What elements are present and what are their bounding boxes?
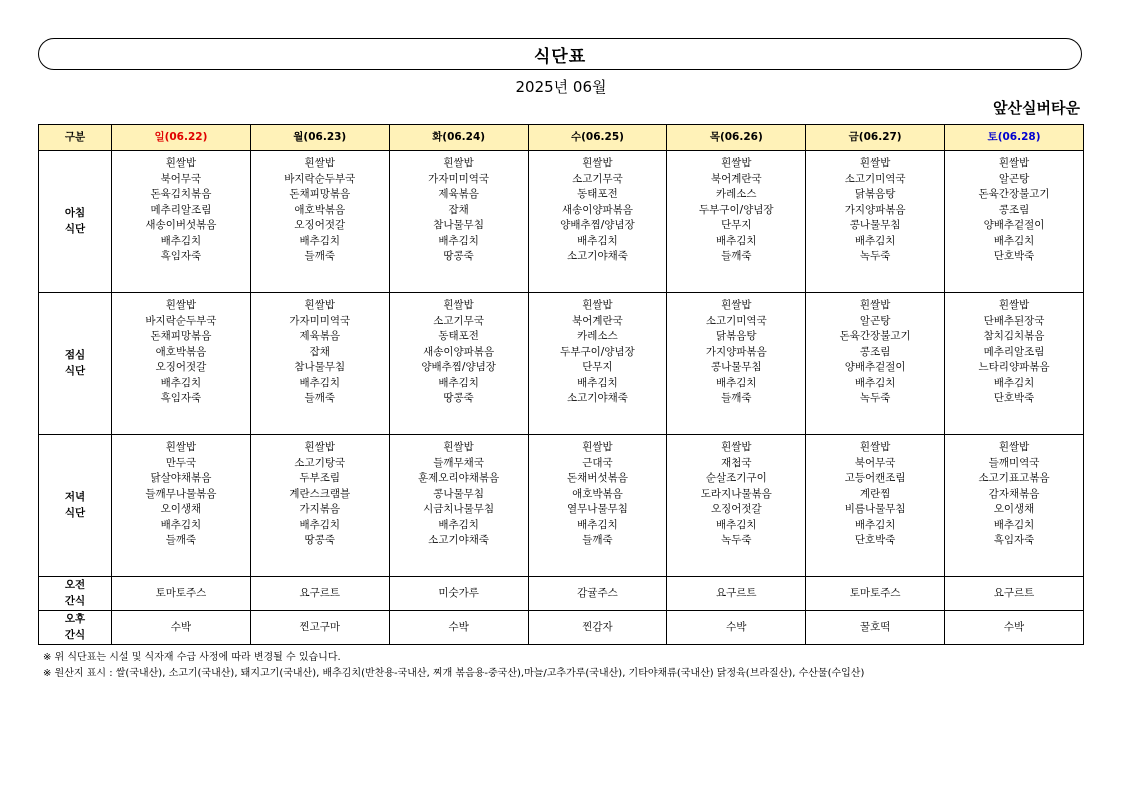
- menu-item: 들깨죽: [582, 534, 613, 546]
- menu-item: 식단: [64, 364, 86, 377]
- menu-item: 배추김치: [716, 234, 757, 247]
- menu-item: 단무지: [721, 219, 752, 231]
- menu-item: 애호박볶음: [572, 487, 623, 500]
- menu-item: 배추김치: [577, 234, 618, 247]
- menu-item: 땅콩죽: [443, 250, 474, 262]
- snack-row-morning-snack: [39, 577, 1084, 611]
- menu-item: 배추김치: [160, 376, 202, 389]
- snack-cell: 수박: [112, 611, 251, 645]
- table-body: [39, 151, 1084, 645]
- menu-item: 북어무국: [160, 172, 202, 185]
- menu-item: 식단: [64, 222, 86, 235]
- header-row: [39, 125, 1084, 151]
- menu-item: 배추김치: [438, 518, 479, 531]
- menu-item: 북어계란국: [710, 172, 762, 185]
- menu-item: 참나물무침: [433, 219, 484, 231]
- menu-item: 오후: [64, 613, 86, 625]
- menu-item: 배추김치: [577, 376, 618, 389]
- menu-item: 흰쌀밥: [443, 299, 474, 311]
- meal-cell: [667, 435, 806, 577]
- menu-item: 양배추겉절이: [844, 361, 906, 373]
- meal-row-breakfast: [39, 151, 1084, 293]
- menu-item: 카레소스: [577, 330, 618, 342]
- menu-item: 오전: [64, 579, 86, 591]
- notes: [43, 650, 864, 682]
- row-label-morning-snack: [39, 577, 112, 611]
- menu-item: 소고기미역국: [705, 314, 767, 327]
- menu-item: 잡채: [309, 345, 330, 358]
- menu-item: 콩조림: [998, 203, 1030, 216]
- menu-item: 돈채피망볶음: [289, 188, 351, 200]
- meal-cell: [945, 435, 1084, 577]
- meal-cell: [528, 151, 667, 293]
- menu-item: 열무나물무침: [567, 503, 628, 515]
- menu-item: 배추김치: [854, 234, 896, 247]
- meal-cell: [528, 435, 667, 577]
- snack-cell: 토마토주스: [806, 577, 945, 611]
- snack-row-afternoon-snack: [39, 611, 1084, 645]
- menu-item: 메추리알조림: [983, 345, 1045, 358]
- menu-item: 메추리알조림: [150, 203, 212, 216]
- menu-item: 흰쌀밥: [721, 441, 752, 453]
- snack-cell: 요구르트: [667, 577, 806, 611]
- meal-cell: [806, 293, 945, 435]
- menu-item: 흰쌀밥: [582, 441, 613, 453]
- menu-item: 들깨죽: [721, 392, 752, 404]
- menu-item: 도라지나물볶음: [700, 487, 772, 500]
- menu-item: 배추김치: [299, 234, 341, 247]
- menu-item: 흰쌀밥: [582, 299, 613, 311]
- row-label-lunch: [39, 293, 112, 435]
- menu-item: 배추김치: [299, 518, 341, 531]
- menu-item: 참치김치볶음: [983, 330, 1045, 342]
- menu-item: 새송이양파볶음: [561, 203, 633, 216]
- menu-item: 땅콩죽: [443, 392, 474, 404]
- menu-item: 소고기야채죽: [567, 392, 628, 404]
- menu-item: 콩나물무침: [433, 487, 484, 500]
- menu-item: 양배추찜/양념장: [560, 219, 635, 231]
- snack-cell: 요구르트: [945, 577, 1084, 611]
- menu-item: 감자채볶음: [988, 487, 1040, 500]
- menu-item: 흰쌀밥: [443, 157, 474, 169]
- menu-item: 아침: [64, 207, 86, 219]
- meal-cell: [389, 293, 528, 435]
- day-header-fri: 금(06.27): [806, 125, 945, 151]
- day-header-tue: 화(06.24): [389, 125, 528, 151]
- menu-item: 훈제오리야채볶음: [418, 472, 500, 484]
- menu-item: 흰쌀밥: [582, 157, 613, 169]
- header-corner: 구분: [39, 125, 112, 151]
- menu-item: 동태포전: [438, 330, 479, 342]
- menu-item: 점심: [64, 349, 86, 361]
- menu-item: 소고기미역국: [844, 172, 906, 185]
- meal-cell: [528, 293, 667, 435]
- menu-item: 단호박죽: [993, 250, 1035, 262]
- row-label-afternoon-snack: [39, 611, 112, 645]
- snack-cell: 꿀호떡: [806, 611, 945, 645]
- meal-cell: [945, 293, 1084, 435]
- menu-item: 고등어캔조림: [844, 472, 906, 484]
- meal-cell: [389, 435, 528, 577]
- row-label-breakfast: [39, 151, 112, 293]
- menu-item: 배추김치: [993, 518, 1035, 531]
- menu-item: 새송이양파볶음: [423, 345, 495, 358]
- meal-cell: [667, 151, 806, 293]
- menu-item: 두부조림: [299, 472, 341, 484]
- menu-item: 돈채버섯볶음: [567, 472, 628, 484]
- menu-item: 닭살야채볶음: [150, 472, 212, 484]
- menu-item: 가지양파볶음: [705, 345, 767, 358]
- meal-cell: [250, 293, 389, 435]
- snack-cell: 토마토주스: [112, 577, 251, 611]
- meal-cell: [806, 435, 945, 577]
- menu-item: 배추김치: [299, 376, 341, 389]
- menu-item: 새송이버섯볶음: [145, 219, 217, 231]
- menu-item: 저녁: [64, 491, 86, 503]
- menu-item: 북어계란국: [572, 314, 623, 327]
- snack-cell: 찐고구마: [250, 611, 389, 645]
- menu-item: 오징어젓갈: [294, 219, 346, 231]
- menu-item: 흑임자죽: [160, 250, 202, 262]
- menu-item: 오이생채: [993, 503, 1035, 515]
- meal-cell: [389, 151, 528, 293]
- menu-item: 배추김치: [854, 376, 896, 389]
- meal-row-lunch: [39, 293, 1084, 435]
- menu-item: 흰쌀밥: [304, 299, 335, 311]
- menu-item: 소고기무국: [572, 172, 623, 185]
- menu-item: 콩나물무침: [849, 219, 901, 231]
- menu-item: 바지락순두부국: [284, 172, 356, 185]
- menu-item: 녹두죽: [859, 392, 891, 404]
- meal-cell: [112, 151, 251, 293]
- menu-item: 배추김치: [993, 234, 1035, 247]
- menu-item: 배추김치: [577, 518, 618, 531]
- menu-item: 흰쌀밥: [998, 441, 1030, 453]
- menu-item: 오이생채: [160, 503, 202, 515]
- menu-item: 돈육간장불고기: [978, 188, 1050, 200]
- menu-item: 소고기탕국: [294, 456, 346, 469]
- menu-item: 계란스크램블: [289, 487, 351, 500]
- menu-item: 재첩국: [721, 456, 752, 469]
- menu-item: 흑임자죽: [993, 534, 1035, 546]
- menu-item: 배추김치: [716, 376, 757, 389]
- meal-row-dinner: [39, 435, 1084, 577]
- meal-cell: [806, 151, 945, 293]
- menu-item: 흰쌀밥: [165, 441, 197, 453]
- menu-item: 소고기무국: [433, 314, 484, 327]
- snack-cell: 요구르트: [250, 577, 389, 611]
- menu-item: 동태포전: [577, 188, 618, 200]
- menu-item: 양배추겉절이: [983, 219, 1045, 231]
- menu-item: 가지양파볶음: [844, 203, 906, 216]
- menu-item: 간식: [64, 594, 86, 607]
- day-header-sun: 일(06.22): [112, 125, 251, 151]
- meal-plan-table: [38, 124, 1084, 645]
- menu-item: 땅콩죽: [304, 534, 335, 546]
- menu-item: 만두국: [165, 456, 197, 469]
- menu-item: 흰쌀밥: [859, 157, 891, 169]
- menu-item: 근대국: [582, 456, 613, 469]
- menu-item: 소고기야채죽: [567, 250, 628, 262]
- menu-item: 순살조기구이: [705, 472, 767, 484]
- menu-item: 단호박죽: [854, 534, 896, 546]
- menu-item: 두부구이/양념장: [699, 203, 774, 216]
- menu-item: 바지락순두부국: [145, 314, 217, 327]
- meal-cell: [112, 293, 251, 435]
- menu-item: 배추김치: [854, 518, 896, 531]
- menu-item: 닭볶음탕: [716, 330, 757, 342]
- snack-cell: 미숫가루: [389, 577, 528, 611]
- menu-item: 흰쌀밥: [859, 441, 891, 453]
- month-label: 2025년 06월: [515, 78, 607, 96]
- menu-item: 배추김치: [716, 518, 757, 531]
- menu-item: 단호박죽: [993, 392, 1035, 404]
- menu-item: 소고기야채죽: [428, 534, 490, 546]
- day-header-sat: 토(06.28): [945, 125, 1084, 151]
- menu-item: 배추김치: [160, 234, 202, 247]
- menu-item: 녹두죽: [859, 250, 891, 262]
- menu-item: 애호박볶음: [155, 345, 207, 358]
- snack-cell: 찐감자: [528, 611, 667, 645]
- menu-item: 흰쌀밥: [998, 157, 1030, 169]
- facility-name: 앞산실버타운: [993, 99, 1080, 117]
- menu-item: 들깨무나물볶음: [145, 487, 217, 500]
- menu-item: 잡채: [448, 203, 469, 216]
- day-header-thu: 목(06.26): [667, 125, 806, 151]
- menu-item: 돈채피망볶음: [150, 330, 212, 342]
- menu-item: 시금치나물무침: [423, 503, 495, 515]
- menu-item: 배추김치: [160, 518, 202, 531]
- menu-item: 오징어젓갈: [155, 361, 207, 373]
- menu-item: 들깨무채국: [433, 456, 484, 469]
- menu-item: 제육볶음: [438, 188, 479, 200]
- menu-item: 가자미미역국: [289, 314, 351, 327]
- menu-item: 카레소스: [716, 188, 757, 200]
- menu-item: 흰쌀밥: [721, 299, 752, 311]
- menu-item: 들깨죽: [304, 250, 335, 262]
- menu-item: 식단: [64, 506, 86, 519]
- snack-cell: 감귤주스: [528, 577, 667, 611]
- meal-cell: [667, 293, 806, 435]
- page-title: 식단표: [533, 46, 587, 67]
- menu-item: 가지볶음: [299, 503, 341, 515]
- menu-item: 들깨죽: [304, 392, 335, 404]
- menu-item: 알곤탕: [859, 314, 891, 327]
- menu-item: 흰쌀밥: [998, 299, 1030, 311]
- meal-cell: [945, 151, 1084, 293]
- menu-item: 가자미미역국: [428, 172, 490, 185]
- note-origin: ※ 원산지 표시 : 쌀(국내산), 소고기(국내산), 돼지고기(국내산), 배추김치(반찬용-국내산, 찌개 볶음용-중국산),마늘/고추가루(국내산), 기타야채류(국내산) 닭정육(브라질산), 수산물(수입산): [43, 668, 865, 679]
- menu-item: 오징어젓갈: [710, 503, 762, 515]
- menu-item: 단배추된장국: [983, 314, 1045, 327]
- menu-item: 알곤탕: [998, 172, 1030, 185]
- menu-item: 흰쌀밥: [165, 157, 197, 169]
- menu-item: 흰쌀밥: [304, 157, 335, 169]
- menu-item: 흰쌀밥: [859, 299, 891, 311]
- menu-item: 흰쌀밥: [165, 299, 197, 311]
- menu-item: 애호박볶음: [294, 203, 346, 216]
- menu-item: 간식: [64, 628, 86, 641]
- title-banner: [38, 38, 1082, 70]
- meal-cell: [250, 435, 389, 577]
- menu-item: 소고기표고볶음: [978, 472, 1050, 484]
- meal-cell: [112, 435, 251, 577]
- snack-cell: 수박: [667, 611, 806, 645]
- menu-item: 배추김치: [438, 376, 479, 389]
- menu-item: 닭볶음탕: [854, 188, 896, 200]
- menu-item: 들깨죽: [721, 250, 752, 262]
- row-label-dinner: [39, 435, 112, 577]
- menu-item: 돈육김치볶음: [150, 188, 212, 200]
- menu-item: 콩나물무침: [710, 361, 762, 373]
- menu-item: 흑임자죽: [160, 392, 202, 404]
- day-header-mon: 월(06.23): [250, 125, 389, 151]
- menu-item: 흰쌀밥: [304, 441, 335, 453]
- menu-item: 배추김치: [438, 234, 479, 247]
- menu-item: 흰쌀밥: [443, 441, 474, 453]
- menu-item: 녹두죽: [721, 534, 752, 546]
- menu-item: 북어무국: [854, 456, 896, 469]
- menu-item: 콩조림: [859, 345, 891, 358]
- menu-item: 들깨죽: [165, 534, 197, 546]
- menu-item: 배추김치: [993, 376, 1035, 389]
- menu-item: 두부구이/양념장: [560, 345, 635, 358]
- menu-item: 돈육간장불고기: [839, 330, 911, 342]
- menu-item: 계란찜: [859, 487, 891, 500]
- menu-item: 양배추찜/양념장: [421, 361, 496, 373]
- snack-cell: 수박: [389, 611, 528, 645]
- menu-item: 단무지: [582, 361, 613, 373]
- menu-item: 비름나물무침: [844, 503, 906, 515]
- snack-cell: 수박: [945, 611, 1084, 645]
- menu-item: 참나물무침: [294, 361, 346, 373]
- day-header-wed: 수(06.25): [528, 125, 667, 151]
- menu-item: 제육볶음: [299, 330, 341, 342]
- menu-item: 흰쌀밥: [721, 157, 752, 169]
- meal-cell: [250, 151, 389, 293]
- note-change: ※ 위 식단표는 시설 및 식자재 수급 사정에 따라 변경될 수 있습니다.: [43, 652, 341, 663]
- menu-item: 들깨미역국: [988, 456, 1040, 469]
- menu-item: 느타리양파볶음: [978, 361, 1050, 373]
